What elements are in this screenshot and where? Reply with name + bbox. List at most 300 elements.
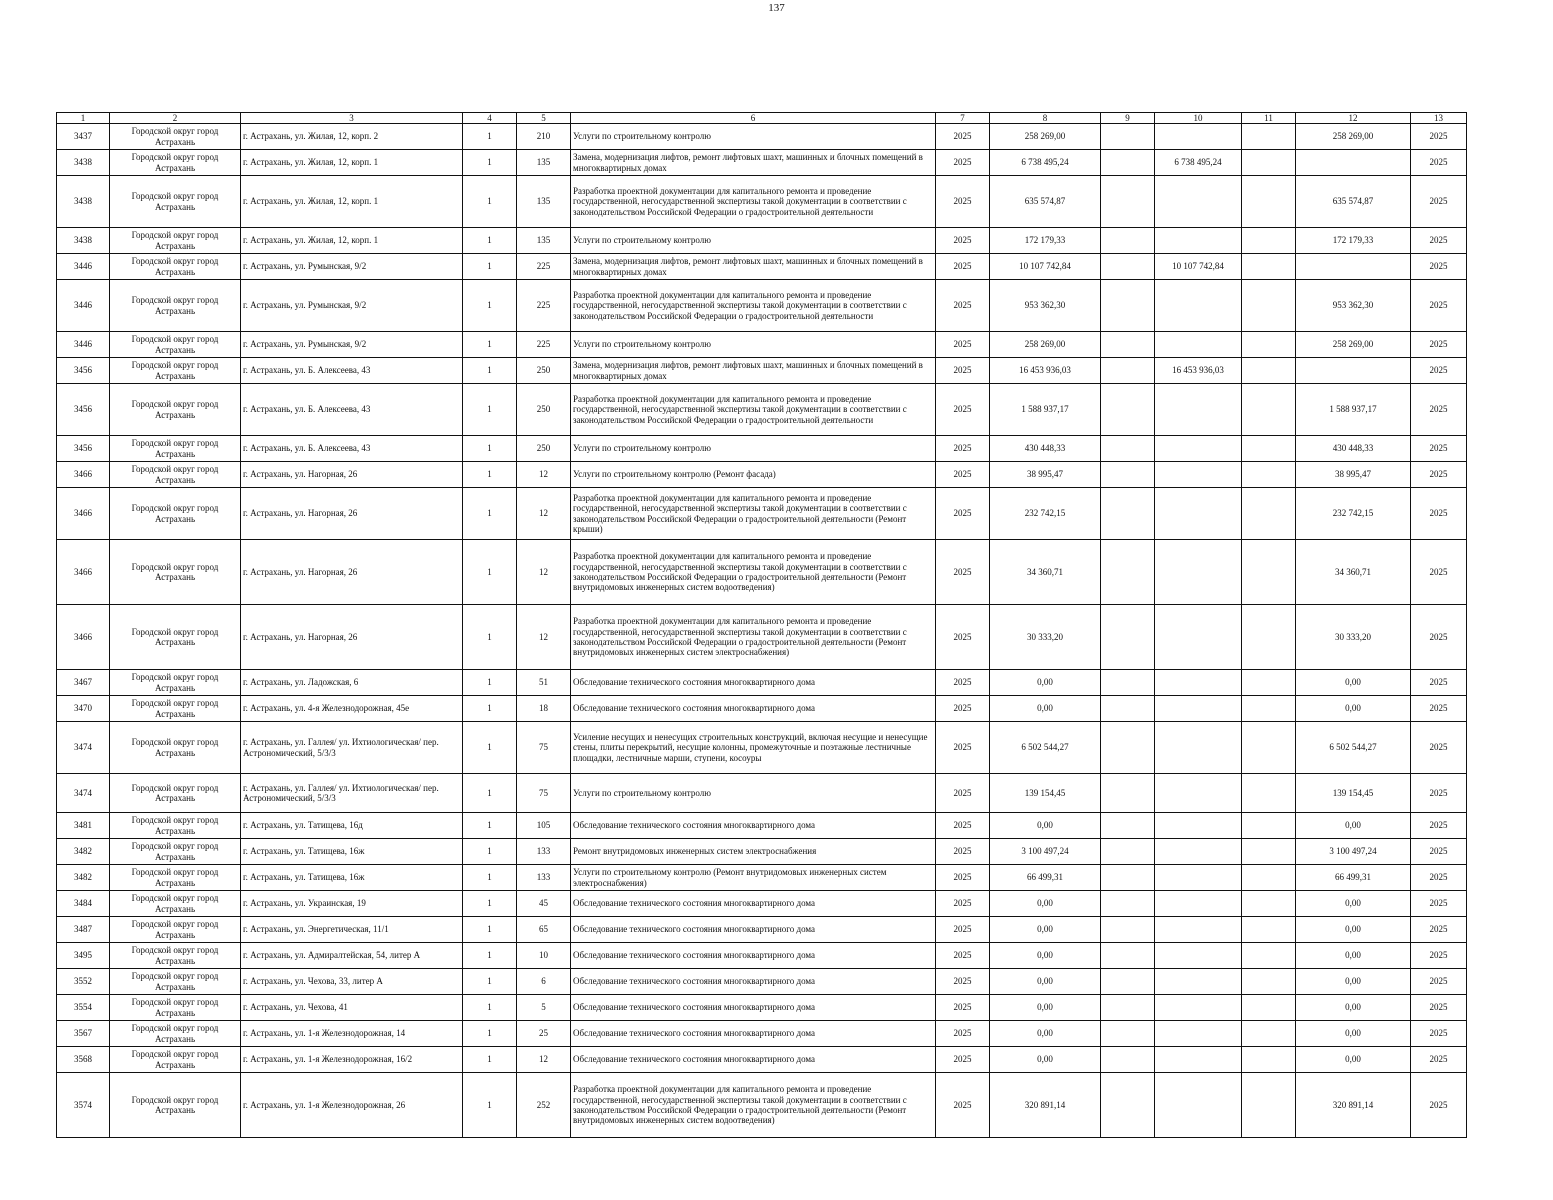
col11-cell (1242, 813, 1296, 839)
col12-cell: 0,00 (1296, 813, 1411, 839)
municipality-cell (110, 462, 241, 488)
col12-cell: 6 502 544,27 (1296, 722, 1411, 774)
year-cell: 2025 (936, 488, 990, 540)
municipality-cell (110, 995, 241, 1021)
municipality-text: Городской округ город Астрахань (131, 191, 219, 212)
row-number-cell: 3552 (57, 969, 110, 995)
municipality-cell (110, 358, 241, 384)
work-type-cell: Обследование технического состояния многоквартирного дома (571, 943, 936, 969)
municipality-cell (110, 774, 241, 813)
column-header: 7 (936, 113, 990, 124)
row-number-cell: 3466 (57, 488, 110, 540)
municipality-text: Городской округ город Астрахань (131, 782, 219, 803)
year-cell: 2025 (936, 176, 990, 228)
col5-cell: 250 (517, 384, 571, 436)
col4-cell: 1 (463, 332, 517, 358)
column-header: 4 (463, 113, 517, 124)
col5-cell: 6 (517, 969, 571, 995)
total-cost-cell: 0,00 (990, 670, 1101, 696)
address-cell: г. Астрахань, ул. 1-я Железнодорожная, 14 (241, 1021, 463, 1047)
col12-cell: 1 588 937,17 (1296, 384, 1411, 436)
col11-cell (1242, 332, 1296, 358)
municipality-cell (110, 865, 241, 891)
table-row (57, 540, 1467, 605)
col12-cell: 320 891,14 (1296, 1073, 1411, 1138)
col9-cell (1101, 969, 1155, 995)
municipality-text: Городской округ город Астрахань (131, 230, 219, 251)
table-row (57, 605, 1467, 670)
col5-cell: 225 (517, 254, 571, 280)
address-cell: г. Астрахань, ул. Б. Алексеева, 43 (241, 384, 463, 436)
completion-year-cell: 2025 (1411, 436, 1467, 462)
work-type-cell: Замена, модернизация лифтов, ремонт лифтовых шахт, машинных и блочных помещений в многоквартирных домах (571, 150, 936, 176)
col9-cell (1101, 670, 1155, 696)
address-cell: г. Астрахань, ул. Татищева, 16д (241, 813, 463, 839)
municipality-text: Городской округ город Астрахань (131, 841, 219, 862)
row-number-cell: 3554 (57, 995, 110, 1021)
work-type-cell: Услуги по строительному контролю (571, 774, 936, 813)
col9-cell (1101, 540, 1155, 605)
year-cell: 2025 (936, 813, 990, 839)
municipality-text: Городской округ город Астрахань (131, 1049, 219, 1070)
address-cell: г. Астрахань, ул. Румынская, 9/2 (241, 332, 463, 358)
col12-cell: 430 448,33 (1296, 436, 1411, 462)
col9-cell (1101, 605, 1155, 670)
col5-cell: 65 (517, 917, 571, 943)
municipality-cell (110, 943, 241, 969)
municipality-cell (110, 670, 241, 696)
col9-cell (1101, 865, 1155, 891)
row-number-cell: 3470 (57, 696, 110, 722)
col5-cell: 135 (517, 176, 571, 228)
year-cell: 2025 (936, 332, 990, 358)
col5-cell: 225 (517, 332, 571, 358)
address-cell: г. Астрахань, ул. Нагорная, 26 (241, 462, 463, 488)
col5-cell: 75 (517, 774, 571, 813)
col5-cell: 135 (517, 228, 571, 254)
completion-year-cell: 2025 (1411, 813, 1467, 839)
work-type-cell: Разработка проектной документации для капитального ремонта и проведение государственной, негосударственной экспертизы такой документации в соответствии с законодательством Российской Федерации о градостроительной деятельности (Ремонт внутридомовых инженерных систем водоотведения) (571, 1073, 936, 1138)
year-cell: 2025 (936, 384, 990, 436)
address-cell: г. Астрахань, ул. Б. Алексеева, 43 (241, 358, 463, 384)
col12-cell (1296, 150, 1411, 176)
completion-year-cell: 2025 (1411, 969, 1467, 995)
column-header: 3 (241, 113, 463, 124)
municipality-cell (110, 605, 241, 670)
col9-cell (1101, 280, 1155, 332)
row-number-cell: 3474 (57, 722, 110, 774)
table-row (57, 774, 1467, 813)
municipality-text: Городской округ город Астрахань (131, 737, 219, 758)
year-cell: 2025 (936, 696, 990, 722)
work-type-cell: Усиление несущих и ненесущих строительных конструкций, включая несущие и ненесущие стены, плиты перекрытий, несущие колонны, промежуточные и поэтажные лестничные площадки, лестничные марши, ступени, косоуры (571, 722, 936, 774)
municipality-text: Городской округ город Астрахань (131, 126, 219, 147)
completion-year-cell: 2025 (1411, 540, 1467, 605)
year-cell: 2025 (936, 280, 990, 332)
address-cell: г. Астрахань, ул. 1-я Железнодорожная, 16/2 (241, 1047, 463, 1073)
column-header: 10 (1155, 113, 1242, 124)
col9-cell (1101, 358, 1155, 384)
row-number-cell: 3437 (57, 124, 110, 150)
total-cost-cell: 232 742,15 (990, 488, 1101, 540)
table-row (57, 969, 1467, 995)
completion-year-cell: 2025 (1411, 254, 1467, 280)
col9-cell (1101, 995, 1155, 1021)
total-cost-cell: 0,00 (990, 995, 1101, 1021)
col11-cell (1242, 254, 1296, 280)
col12-cell: 0,00 (1296, 1047, 1411, 1073)
col9-cell (1101, 1047, 1155, 1073)
col11-cell (1242, 969, 1296, 995)
row-number-cell: 3487 (57, 917, 110, 943)
completion-year-cell: 2025 (1411, 384, 1467, 436)
completion-year-cell: 2025 (1411, 670, 1467, 696)
completion-year-cell: 2025 (1411, 917, 1467, 943)
col11-cell (1242, 462, 1296, 488)
municipality-text: Городской округ город Астрахань (131, 295, 219, 316)
col9-cell (1101, 332, 1155, 358)
col12-cell: 258 269,00 (1296, 332, 1411, 358)
col11-cell (1242, 228, 1296, 254)
work-type-cell: Разработка проектной документации для капитального ремонта и проведение государственной, негосударственной экспертизы такой документации в соответствии с законодательством Российской Федерации о градостроительной деятельности (Ремонт внутридомовых инженерных систем водоотведения) (571, 540, 936, 605)
col10-cell (1155, 722, 1242, 774)
column-header: 2 (110, 113, 241, 124)
address-cell: г. Астрахань, ул. Б. Алексеева, 43 (241, 436, 463, 462)
row-number-cell: 3438 (57, 228, 110, 254)
completion-year-cell: 2025 (1411, 774, 1467, 813)
col4-cell: 1 (463, 774, 517, 813)
col11-cell (1242, 436, 1296, 462)
total-cost-cell: 258 269,00 (990, 332, 1101, 358)
col4-cell: 1 (463, 540, 517, 605)
municipality-cell (110, 969, 241, 995)
col11-cell (1242, 1021, 1296, 1047)
work-type-cell: Услуги по строительному контролю (Ремонт фасада) (571, 462, 936, 488)
address-cell: г. Астрахань, ул. Жилая, 12, корп. 1 (241, 176, 463, 228)
col11-cell (1242, 488, 1296, 540)
row-number-cell: 3567 (57, 1021, 110, 1047)
year-cell: 2025 (936, 1047, 990, 1073)
col4-cell: 1 (463, 462, 517, 488)
col10-cell (1155, 839, 1242, 865)
work-type-cell: Обследование технического состояния многоквартирного дома (571, 813, 936, 839)
municipality-cell (110, 540, 241, 605)
table-row (57, 436, 1467, 462)
col10-cell (1155, 670, 1242, 696)
col9-cell (1101, 462, 1155, 488)
col12-cell: 0,00 (1296, 943, 1411, 969)
col12-cell: 34 360,71 (1296, 540, 1411, 605)
table-row (57, 670, 1467, 696)
total-cost-cell: 139 154,45 (990, 774, 1101, 813)
col12-cell: 0,00 (1296, 917, 1411, 943)
col9-cell (1101, 150, 1155, 176)
year-cell: 2025 (936, 722, 990, 774)
col9-cell (1101, 124, 1155, 150)
col11-cell (1242, 124, 1296, 150)
municipality-cell (110, 254, 241, 280)
row-number-cell: 3482 (57, 865, 110, 891)
col4-cell: 1 (463, 280, 517, 332)
work-type-cell: Разработка проектной документации для капитального ремонта и проведение государственной, негосударственной экспертизы такой документации в соответствии с законодательством Российской Федерации о градостроительной деятельности (Ремонт крыши) (571, 488, 936, 540)
address-cell: г. Астрахань, ул. Нагорная, 26 (241, 488, 463, 540)
address-cell: г. Астрахань, ул. Жилая, 12, корп. 2 (241, 124, 463, 150)
municipality-text: Городской округ город Астрахань (131, 360, 219, 381)
address-cell: г. Астрахань, ул. Румынская, 9/2 (241, 280, 463, 332)
completion-year-cell: 2025 (1411, 150, 1467, 176)
col4-cell: 1 (463, 605, 517, 670)
row-number-cell: 3495 (57, 943, 110, 969)
address-cell: г. Астрахань, ул. 1-я Железнодорожная, 26 (241, 1073, 463, 1138)
row-number-cell: 3456 (57, 384, 110, 436)
municipality-cell (110, 1021, 241, 1047)
work-type-cell: Разработка проектной документации для капитального ремонта и проведение государственной, негосударственной экспертизы такой документации в соответствии с законодательством Российской Федерации о градостроительной деятельности (571, 280, 936, 332)
col12-cell: 66 499,31 (1296, 865, 1411, 891)
total-cost-cell: 0,00 (990, 1047, 1101, 1073)
col4-cell: 1 (463, 176, 517, 228)
col5-cell: 210 (517, 124, 571, 150)
municipality-text: Городской округ город Астрахань (131, 698, 219, 719)
total-cost-cell: 172 179,33 (990, 228, 1101, 254)
municipality-cell (110, 176, 241, 228)
table-row (57, 1073, 1467, 1138)
address-cell: г. Астрахань, ул. Татищева, 16ж (241, 865, 463, 891)
col10-cell (1155, 176, 1242, 228)
total-cost-cell: 430 448,33 (990, 436, 1101, 462)
row-number-cell: 3438 (57, 176, 110, 228)
completion-year-cell: 2025 (1411, 722, 1467, 774)
col12-cell: 0,00 (1296, 969, 1411, 995)
row-number-cell: 3568 (57, 1047, 110, 1073)
address-cell: г. Астрахань, ул. Украинская, 19 (241, 891, 463, 917)
col12-cell: 0,00 (1296, 696, 1411, 722)
col11-cell (1242, 358, 1296, 384)
year-cell: 2025 (936, 228, 990, 254)
col9-cell (1101, 384, 1155, 436)
total-cost-cell: 30 333,20 (990, 605, 1101, 670)
column-header: 12 (1296, 113, 1411, 124)
row-number-cell: 3456 (57, 436, 110, 462)
col11-cell (1242, 150, 1296, 176)
municipality-text: Городской округ город Астрахань (131, 438, 219, 459)
col9-cell (1101, 839, 1155, 865)
table-row (57, 943, 1467, 969)
col5-cell: 250 (517, 358, 571, 384)
col10-cell (1155, 1073, 1242, 1138)
col4-cell: 1 (463, 696, 517, 722)
table-row (57, 813, 1467, 839)
work-type-cell: Обследование технического состояния многоквартирного дома (571, 917, 936, 943)
work-type-cell: Замена, модернизация лифтов, ремонт лифтовых шахт, машинных и блочных помещений в многоквартирных домах (571, 358, 936, 384)
row-number-cell: 3574 (57, 1073, 110, 1138)
total-cost-cell: 10 107 742,84 (990, 254, 1101, 280)
col11-cell (1242, 917, 1296, 943)
column-header: 1 (57, 113, 110, 124)
completion-year-cell: 2025 (1411, 1073, 1467, 1138)
work-type-cell: Обследование технического состояния многоквартирного дома (571, 1021, 936, 1047)
total-cost-cell: 6 502 544,27 (990, 722, 1101, 774)
completion-year-cell: 2025 (1411, 696, 1467, 722)
col10-cell (1155, 488, 1242, 540)
col10-cell: 6 738 495,24 (1155, 150, 1242, 176)
col4-cell: 1 (463, 488, 517, 540)
col4-cell: 1 (463, 722, 517, 774)
work-type-cell: Ремонт внутридомовых инженерных систем электроснабжения (571, 839, 936, 865)
page-number: 137 (768, 2, 785, 14)
col5-cell: 75 (517, 722, 571, 774)
municipality-text: Городской округ город Астрахань (131, 626, 219, 647)
table-body (57, 124, 1467, 1138)
col4-cell: 1 (463, 969, 517, 995)
municipality-cell (110, 332, 241, 358)
completion-year-cell: 2025 (1411, 462, 1467, 488)
total-cost-cell: 1 588 937,17 (990, 384, 1101, 436)
col4-cell: 1 (463, 358, 517, 384)
row-number-cell: 3467 (57, 670, 110, 696)
work-type-cell: Замена, модернизация лифтов, ремонт лифтовых шахт, машинных и блочных помещений в многоквартирных домах (571, 254, 936, 280)
col10-cell (1155, 384, 1242, 436)
col5-cell: 25 (517, 1021, 571, 1047)
column-header: 8 (990, 113, 1101, 124)
year-cell: 2025 (936, 969, 990, 995)
table-row (57, 358, 1467, 384)
col11-cell (1242, 176, 1296, 228)
address-cell: г. Астрахань, ул. Ладожская, 6 (241, 670, 463, 696)
work-type-cell: Услуги по строительному контролю (571, 124, 936, 150)
year-cell: 2025 (936, 462, 990, 488)
year-cell: 2025 (936, 774, 990, 813)
year-cell: 2025 (936, 605, 990, 670)
col12-cell: 139 154,45 (1296, 774, 1411, 813)
col10-cell (1155, 540, 1242, 605)
completion-year-cell: 2025 (1411, 865, 1467, 891)
col10-cell: 10 107 742,84 (1155, 254, 1242, 280)
row-number-cell: 3456 (57, 358, 110, 384)
municipality-cell (110, 280, 241, 332)
year-cell: 2025 (936, 1073, 990, 1138)
total-cost-cell: 320 891,14 (990, 1073, 1101, 1138)
col10-cell: 16 453 936,03 (1155, 358, 1242, 384)
work-type-cell: Обследование технического состояния многоквартирного дома (571, 969, 936, 995)
col4-cell: 1 (463, 891, 517, 917)
col11-cell (1242, 280, 1296, 332)
col11-cell (1242, 891, 1296, 917)
year-cell: 2025 (936, 1021, 990, 1047)
col11-cell (1242, 722, 1296, 774)
work-type-cell: Обследование технического состояния многоквартирного дома (571, 696, 936, 722)
col10-cell (1155, 436, 1242, 462)
year-cell: 2025 (936, 995, 990, 1021)
col12-cell: 0,00 (1296, 995, 1411, 1021)
col5-cell: 133 (517, 865, 571, 891)
total-cost-cell: 0,00 (990, 917, 1101, 943)
col4-cell: 1 (463, 670, 517, 696)
col9-cell (1101, 891, 1155, 917)
total-cost-cell: 953 362,30 (990, 280, 1101, 332)
completion-year-cell: 2025 (1411, 943, 1467, 969)
total-cost-cell: 0,00 (990, 813, 1101, 839)
col5-cell: 12 (517, 605, 571, 670)
table-row (57, 280, 1467, 332)
capital-repair-table (56, 112, 1467, 1138)
address-cell: г. Астрахань, ул. Адмиралтейская, 54, литер А (241, 943, 463, 969)
col5-cell: 250 (517, 436, 571, 462)
col9-cell (1101, 1021, 1155, 1047)
completion-year-cell: 2025 (1411, 605, 1467, 670)
total-cost-cell: 16 453 936,03 (990, 358, 1101, 384)
completion-year-cell: 2025 (1411, 1021, 1467, 1047)
municipality-cell (110, 722, 241, 774)
col4-cell: 1 (463, 150, 517, 176)
row-number-cell: 3466 (57, 540, 110, 605)
municipality-text: Городской округ город Астрахань (131, 503, 219, 524)
col10-cell (1155, 605, 1242, 670)
col4-cell: 1 (463, 943, 517, 969)
col10-cell (1155, 332, 1242, 358)
row-number-cell: 3466 (57, 605, 110, 670)
municipality-cell (110, 150, 241, 176)
col9-cell (1101, 722, 1155, 774)
col12-cell: 0,00 (1296, 670, 1411, 696)
col12-cell: 635 574,87 (1296, 176, 1411, 228)
year-cell: 2025 (936, 150, 990, 176)
total-cost-cell: 6 738 495,24 (990, 150, 1101, 176)
row-number-cell: 3438 (57, 150, 110, 176)
table-row (57, 384, 1467, 436)
completion-year-cell: 2025 (1411, 332, 1467, 358)
col4-cell: 1 (463, 839, 517, 865)
col4-cell: 1 (463, 813, 517, 839)
table-row (57, 124, 1467, 150)
municipality-text: Городской округ город Астрахань (131, 971, 219, 992)
address-cell: г. Астрахань, ул. Румынская, 9/2 (241, 254, 463, 280)
table-row (57, 228, 1467, 254)
col4-cell: 1 (463, 436, 517, 462)
municipality-text: Городской округ город Астрахань (131, 1094, 219, 1115)
table-row (57, 332, 1467, 358)
municipality-cell (110, 488, 241, 540)
municipality-cell (110, 384, 241, 436)
total-cost-cell: 0,00 (990, 943, 1101, 969)
municipality-cell (110, 813, 241, 839)
municipality-cell (110, 917, 241, 943)
table-row (57, 865, 1467, 891)
col11-cell (1242, 670, 1296, 696)
completion-year-cell: 2025 (1411, 1047, 1467, 1073)
work-type-cell: Услуги по строительному контролю (571, 436, 936, 462)
completion-year-cell: 2025 (1411, 176, 1467, 228)
address-cell: г. Астрахань, ул. Галлея/ ул. Ихтиологическая/ пер. Астрономический, 5/3/3 (241, 774, 463, 813)
year-cell: 2025 (936, 540, 990, 605)
completion-year-cell: 2025 (1411, 488, 1467, 540)
col9-cell (1101, 917, 1155, 943)
municipality-text: Городской округ город Астрахань (131, 399, 219, 420)
col10-cell (1155, 969, 1242, 995)
col5-cell: 133 (517, 839, 571, 865)
col10-cell (1155, 1021, 1242, 1047)
col4-cell: 1 (463, 124, 517, 150)
col11-cell (1242, 540, 1296, 605)
col9-cell (1101, 696, 1155, 722)
col12-cell: 0,00 (1296, 1021, 1411, 1047)
total-cost-cell: 0,00 (990, 891, 1101, 917)
row-number-cell: 3446 (57, 332, 110, 358)
col9-cell (1101, 254, 1155, 280)
col4-cell: 1 (463, 254, 517, 280)
municipality-cell (110, 228, 241, 254)
row-number-cell: 3446 (57, 254, 110, 280)
col10-cell (1155, 813, 1242, 839)
